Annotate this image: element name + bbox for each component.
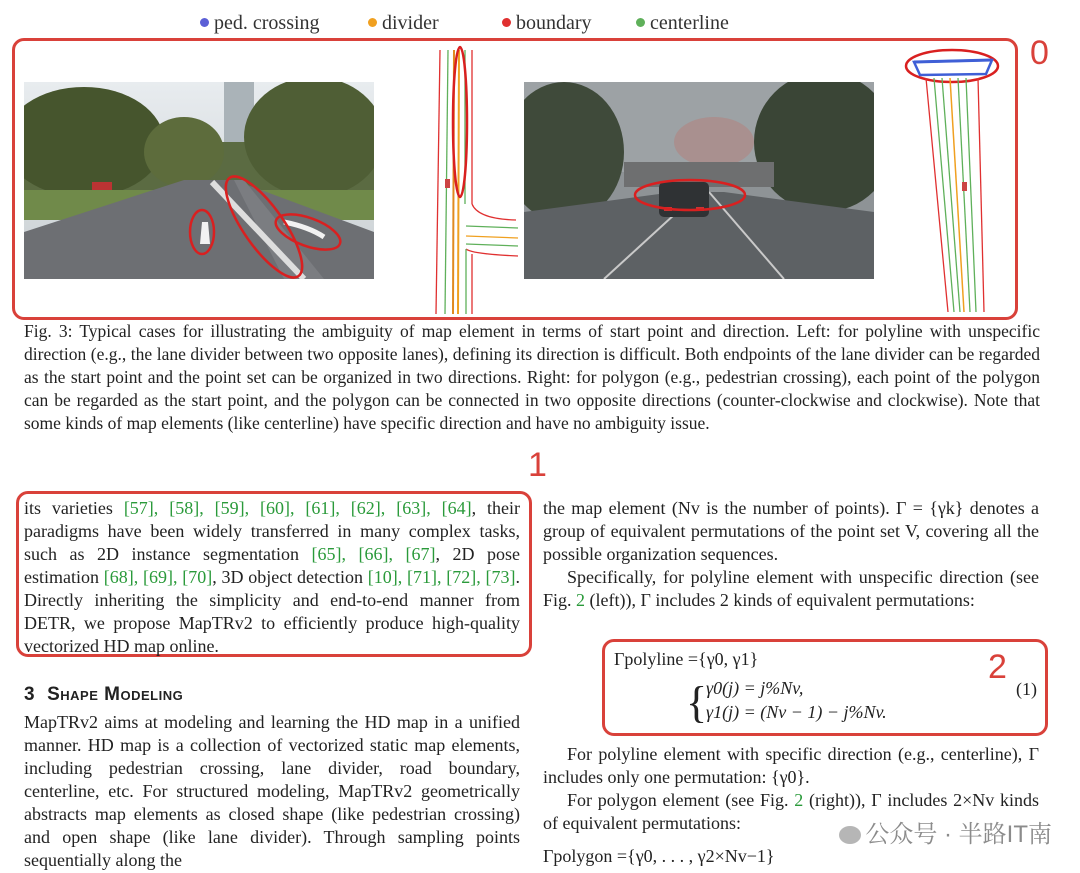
map-sketch-polygon-drawing [900,42,1004,320]
map-sketch-divider [420,44,530,320]
street-photo-left-drawing [24,82,374,279]
right-column-para2 [543,566,1039,612]
figure-legend [0,8,1080,36]
box-number-1: 1 [528,446,547,484]
legend-item-boundary: boundary [502,12,592,35]
para-centerline: For polyline element with specific direction (e.g., centerline), Γ includes only one permutation: {γ0}. [543,744,1039,787]
section-number: 3 [24,684,36,705]
box-number-0: 0 [1030,34,1049,72]
figure-ref: 2 [794,790,804,810]
map-sketch-polygon [900,42,1004,320]
equation-line-2: γ0(j) = j%Nv, [706,678,804,698]
equation-brace: { [686,678,708,727]
section-heading [24,684,520,706]
legend-item-divider: divider [368,12,439,35]
right-column-para1 [543,497,1039,566]
equation-1 [614,647,1037,727]
para-polygon: For polygon element (see Fig. 2 (right)), Γ includes 2×Nv kinds of equivalent permutations: [543,790,1039,833]
legend-dot [368,18,377,27]
para-polyline: Specifically, for polyline element with unspecific direction (see Fig. 2 (left)), Γ includes 2 kinds of equivalent permutations: [543,567,1039,610]
street-photo-right [524,82,874,279]
street-photo-right-drawing [524,82,874,279]
left-column-para2 [24,711,520,872]
equation-line-3: γ1(j) = (Nv − 1) − j%Nv. [706,702,887,722]
citation-group: [65], [66], [67] [311,544,436,564]
section-title: Shape Modeling [47,684,184,705]
citation-group: [57], [58], [59], [60], [61], [62], [63], [64] [123,498,472,518]
right-column-para3 [543,743,1039,789]
legend-dot [502,18,511,27]
legend-dot [200,18,209,27]
legend-item-centerline: centerline [636,12,729,35]
watermark: 公众号 · 半路IT南 [839,814,1052,849]
equation-line-1: Γpolyline ={γ0, γ1} [614,649,759,669]
equation-number: (1) [1016,679,1037,699]
equation-polygon: Γpolygon ={γ0, . . . , γ2×Nv−1} [543,846,775,866]
caption-text: Fig. 3: Typical cases for illustrating the ambiguity of map element in terms of start point and direction. Left: for polyline with unspecific direction (e.g., the lane divider between two opposite lanes), defining its direction is difficult. Both endpoints of the lane divider can be regarded as the start point and the point set can be organized in two directions. Right: for polygon (e.g., pedestrian crossing), each point of the polygon can be regarded as the start point, and the polygon can be connected in two opposite directions (counter-clockwise and clockwise). Note that some kinds of map elements (like centerline) have specific direction and have no ambiguity issue. [24,321,1040,433]
para-related-work: its varieties [57], [58], [59], [60], [61], [62], [63], [64], their paradigms have been widely transferred in many complex tasks, such as 2D instance segmentation [65], [66], [67], 2D pose estimation [68], [69], [70], 3D object detection [10], [71], [72], [73]. Directly inheriting the simplicity and end-to-end manner from DETR, we propose MapTRv2 to efficiently produce high-quality vectorized HD map online. [24,498,521,656]
box-number-2: 2 [988,648,1007,686]
wechat-icon [839,826,861,844]
legend-dot [636,18,645,27]
left-column-para1 [24,497,520,658]
para-shape-modeling: MapTRv2 aims at modeling and learning the HD map in a unified manner. HD map is a collection of vectorized static map elements, including pedestrian crossing, lane divider, road boundary, centerline, etc. For structured modeling, MapTRv2 geometrically abstracts map elements as closed shape (like pedestrian crossing) and open shape (like lane divider). Through sampling points sequentially along the [24,712,520,870]
citation-group: [68], [69], [70] [103,567,213,587]
map-sketch-divider-drawing [420,44,530,320]
legend-item-ped-crossing: ped. crossing [200,12,320,35]
figure-ref: 2 [576,590,586,610]
para-permutation-def: the map element (Nv is the number of points). Γ = {γk} denotes a group of equivalent permutations of the point set V, covering all the possible organization sequences. [543,498,1039,564]
figure-caption [24,320,1040,435]
citation-group: [10], [71], [72], [73] [367,567,516,587]
street-photo-left [24,82,374,279]
